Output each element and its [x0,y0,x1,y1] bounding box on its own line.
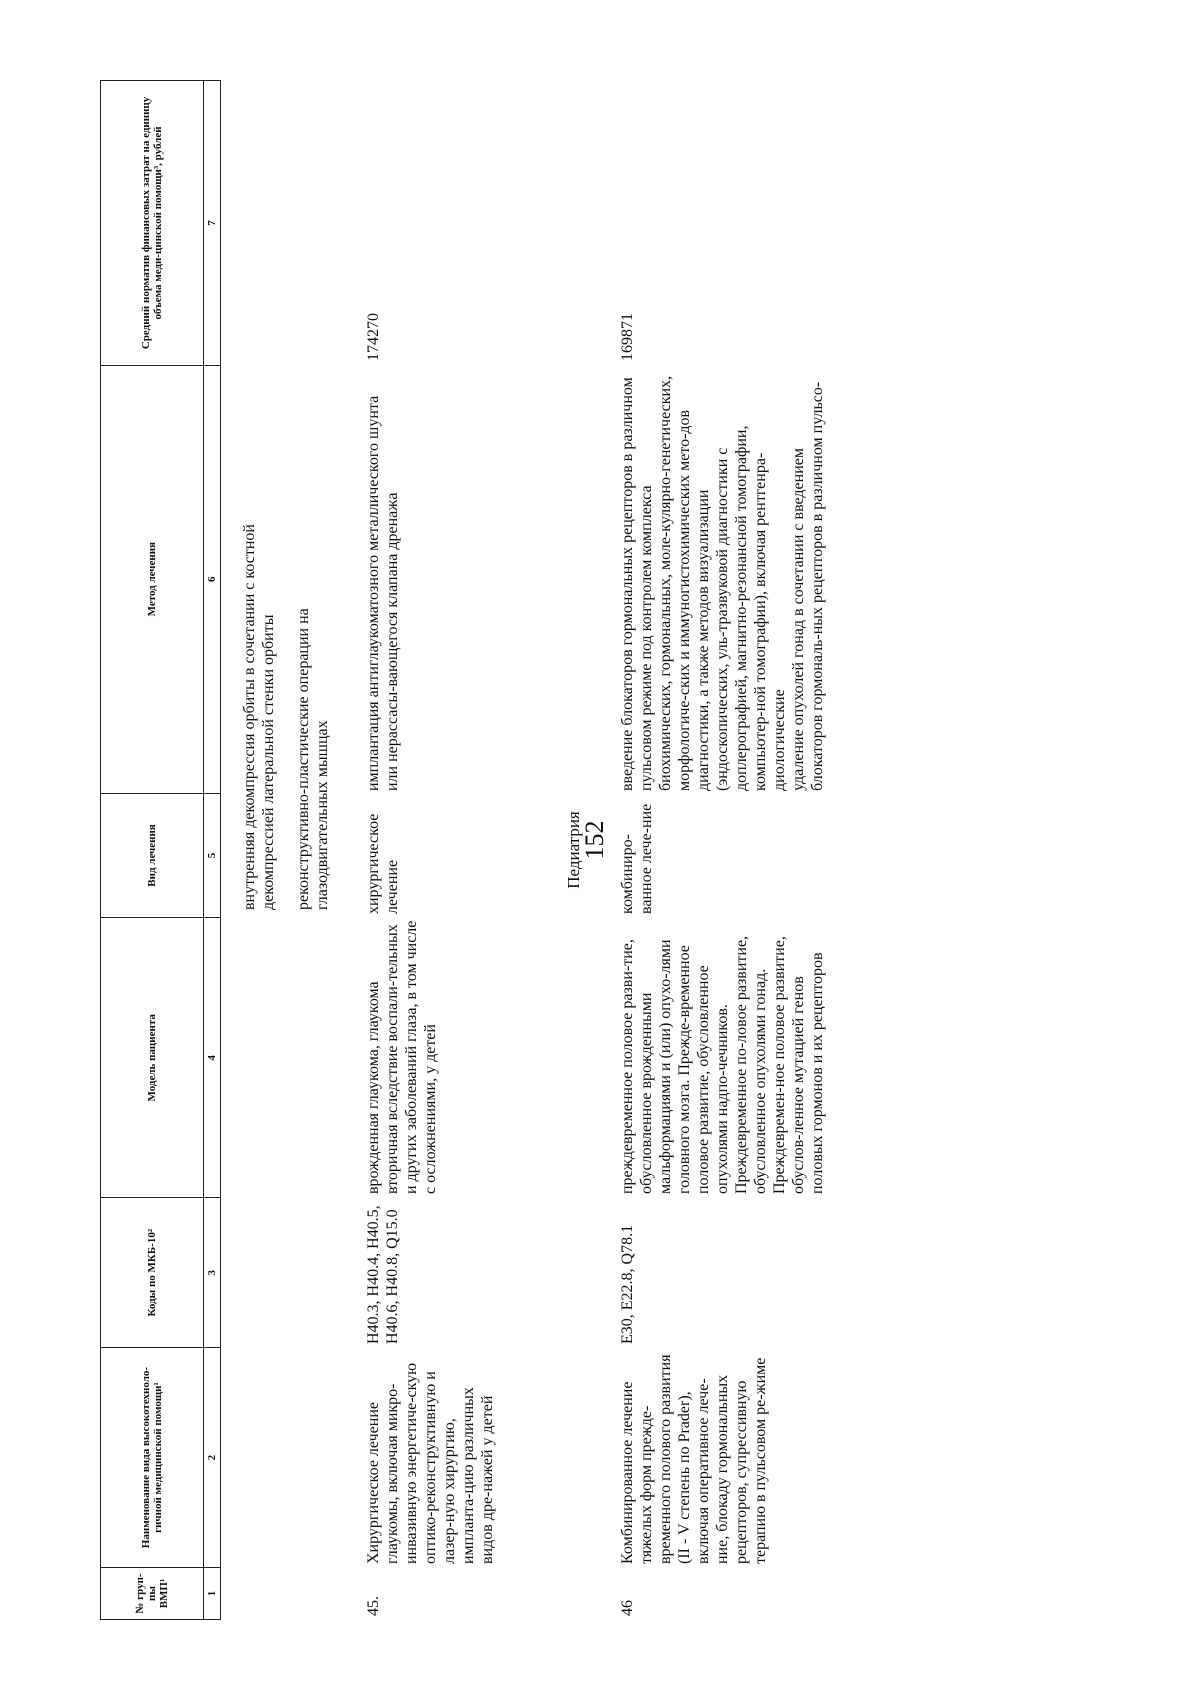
page-number: 152 [580,820,609,860]
row46-method-2: удаление опухолей гонад в сочетании с введением блокаторов гормональ-ных рецепторов в различном пульсо- [790,381,826,791]
row45-number: 45. [365,1596,382,1616]
col-number-6: 6 [204,365,221,793]
header-col1: № груп-пы ВМП¹ [101,1568,204,1620]
row46-method [618,371,827,791]
row46-model: преждевременное половое разви-тие, обусловленное врожденными мальформациями и (или) опухо-лями головного мозга. Прежде-временное половое развитие, обусловленное опухолями надпо-чечников. Преждевременное по-ловое развитие, обусловленное опухолями гонад. Преждевремен-ное половое развитие, обуслов-ленное мутацией генов половых гормонов и их рецепторов [619,935,826,1194]
continued-method [240,500,332,910]
header-col5: Вид лечения [101,793,204,918]
row45-treatment: хирургическое лечение [365,813,401,914]
row46-method-1: введение блокаторов гормональных рецепторов в различном пульсовом режиме под контролем комплекса биохимических, гормональных, моле-кулярно-генетических, морфологиче-ских и иммуногистохимических мето-дов диагностики, а также методов визуализации (эндоскопических, уль-тразвуковой диагностики с доплерографией, магнитно-резонансной томографии, компьютер-ной томографии), включая рентгенра-диологические [619,375,788,791]
row45-cost: 174270 [365,313,382,361]
row45-method: имплантация антиглаукоматозного металлического шунта или нерассасы-вающегося клапана дренажа [365,395,401,791]
row45-model: врожденная глаукома, глаукома вторичная вследствие воспали-тельных и других заболеваний глаза, в том числе с осложнениями, у детей [365,920,439,1194]
section-title-pediatrics: Педиатрия [564,811,583,889]
header-col3: Коды по МКБ-10² [101,1198,204,1348]
col-number-5: 5 [204,793,221,918]
header-col7: Средний норматив финансовых затрат на единицу объема меди-цинской помощи³, рублей [101,81,204,366]
col-number-7: 7 [204,81,221,366]
row46-codes: E30, E22.8, Q78.1 [619,1224,636,1344]
row46-name: Комбинированное лечение тяжелых форм прежде-временного полового развития (II - V степень по Prader), включая оперативное лече-ние, блокаду гормональных рецепторов, супрессивную терапию в пульсовом ре-жиме [619,1354,769,1564]
col-number-4: 4 [204,918,221,1198]
row45-name: Хирургическое лечение глаукомы, включая микро-инвазивную энергетиче-скую оптико-реконструктивную и лазер-ную хирургию, импланта-цию различных видов дре-нажей у детей [365,1362,496,1564]
col-number-1: 1 [204,1568,221,1620]
row46-cost: 169871 [619,313,636,361]
continued-method-2: реконструктивно-пластические операции на глазодвигательных мышцах [295,608,331,910]
col-number-2: 2 [204,1348,221,1568]
row45-codes: H40.3, H40.4, H40.5, H40.6, H40.8, Q15.0 [365,1205,401,1344]
header-col4: Модель пациента [101,918,204,1198]
header-row [101,81,204,1620]
column-number-row [204,81,221,1620]
row46-number: 46 [619,1600,636,1616]
col-number-3: 3 [204,1198,221,1348]
row46-treatment: комбиниро-ванное лече-ние [619,803,655,914]
table-header [100,80,221,1620]
continued-method-1: внутренняя декомпрессия орбиты в сочетании с костной декомпрессией латеральной стенки орбиты [241,524,277,910]
header-col6: Метод лечения [101,365,204,793]
header-col2: Наименование вида высокотехноло-гичной медицинской помощи¹ [101,1348,204,1568]
